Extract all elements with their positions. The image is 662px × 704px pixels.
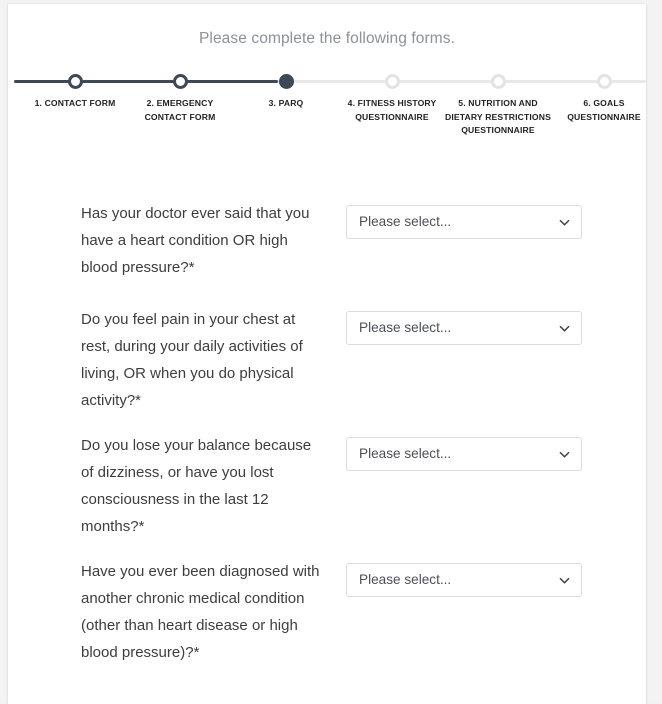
answer-select-value: Please select... [359, 572, 452, 587]
stepper-step-4[interactable] [338, 66, 446, 124]
answer-select-wrapper [346, 205, 582, 239]
answer-select-value: Please select... [359, 320, 452, 335]
answer-select-wrapper [346, 437, 582, 471]
question-label: Have you ever been diagnosed with another chronic medical condition (other than heart disease or high blood pressure)?* [81, 563, 320, 661]
step-node-icon [491, 74, 506, 89]
chevron-down-icon [559, 575, 570, 586]
stepper-step-2[interactable] [126, 66, 234, 124]
answer-select-1[interactable] [346, 205, 582, 239]
step-node-icon [385, 74, 400, 89]
chevron-down-icon [559, 323, 570, 334]
stepper-step-label: 1. CONTACT FORM [34, 98, 116, 108]
answer-select-value: Please select... [359, 214, 452, 229]
step-node-icon [597, 74, 612, 89]
stepper-step-1[interactable] [21, 66, 129, 111]
step-node-icon [68, 74, 83, 89]
stepper-step-3[interactable] [232, 66, 340, 111]
chevron-down-icon [559, 217, 570, 228]
answer-select-wrapper [346, 563, 582, 597]
stepper-step-5[interactable] [444, 66, 552, 138]
step-node-icon [173, 74, 188, 89]
stepper-step-6[interactable] [550, 66, 646, 124]
question-label: Do you lose your balance because of dizziness, or have you lost consciousness in the last 12 months?* [81, 437, 312, 535]
stepper-step-label: 2. EMERGENCY CONTACT FORM [144, 98, 216, 122]
answer-select-2[interactable] [346, 311, 582, 345]
answer-select-3[interactable] [346, 437, 582, 471]
answer-select-4[interactable] [346, 563, 582, 597]
step-node-icon [279, 74, 294, 89]
question-label: Has your doctor ever said that you have a heart condition OR high blood pressure?* [81, 205, 310, 276]
answer-select-wrapper [346, 311, 582, 345]
stepper-step-label: 4. FITNESS HISTORY QUESTIONNAIRE [347, 98, 437, 122]
chevron-down-icon [559, 449, 570, 460]
progress-stepper [8, 66, 646, 176]
answer-select-value: Please select... [359, 446, 452, 461]
stepper-step-label: 5. NUTRITION AND DIETARY RESTRICTIONS QUESTIONNAIRE [445, 98, 551, 135]
stepper-step-label: 6. GOALS QUESTIONNAIRE [567, 98, 641, 122]
form-card [8, 4, 646, 704]
stepper-step-label: 3. PARQ [268, 98, 304, 108]
question-label: Do you feel pain in your chest at rest, during your daily activities of living, OR when you do physical activity?* [81, 311, 303, 409]
page-title: Please complete the following forms. [198, 30, 456, 47]
